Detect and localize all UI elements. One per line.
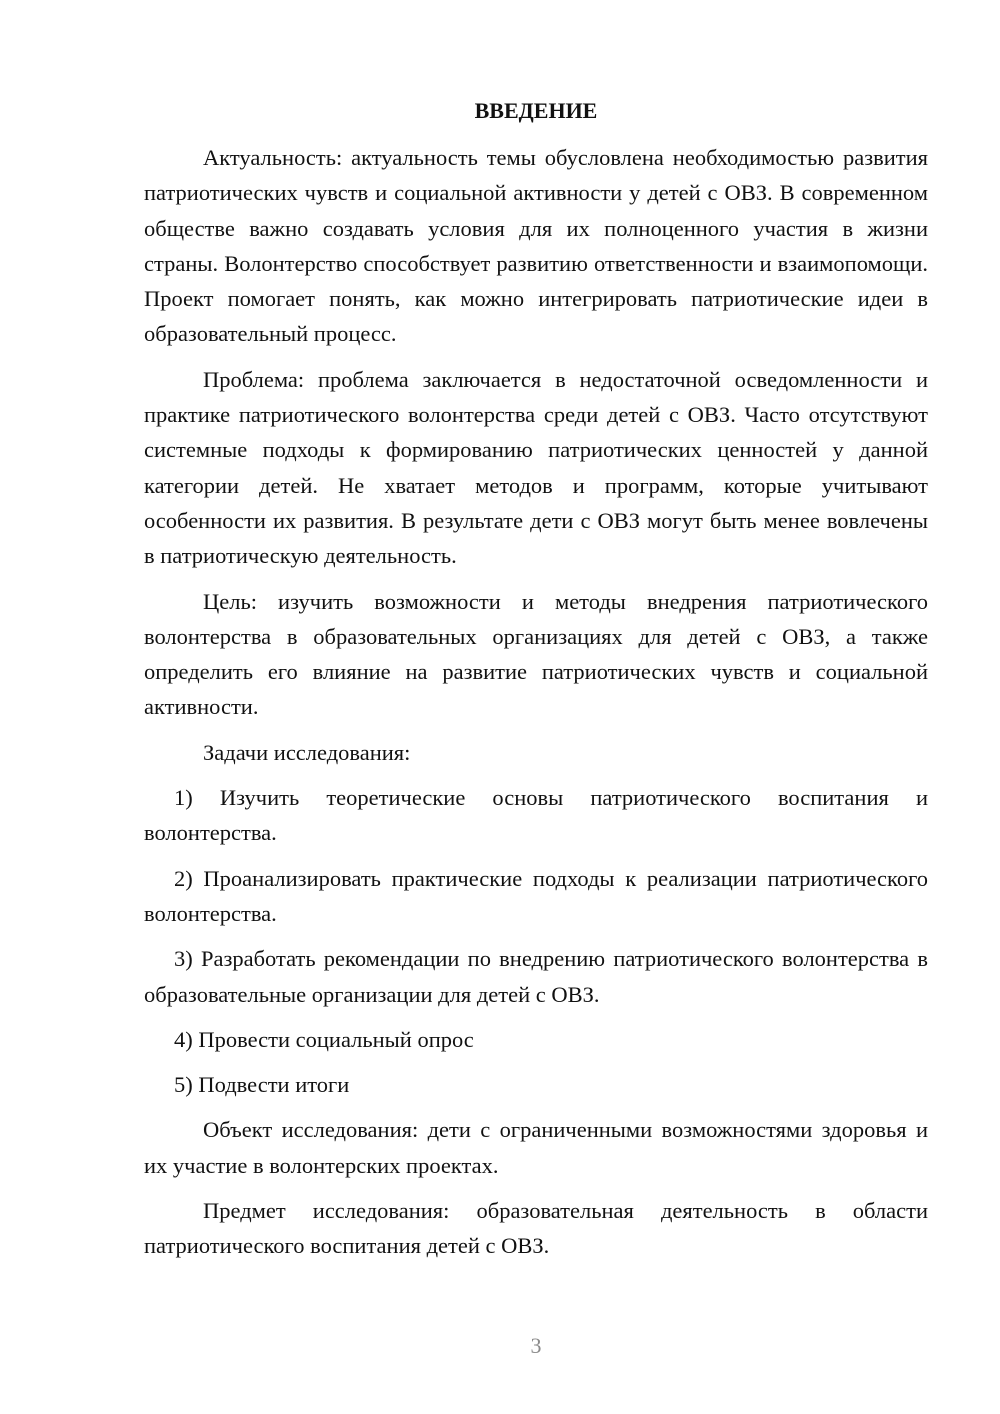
- task-item-1: 1) Изучить теоретические основы патриотического воспитания и волонтерства.: [144, 785, 928, 846]
- document-page: [144, 96, 928, 1274]
- problem-paragraph: Проблема: проблема заключается в недостаточной осведомленности и практике патриотического волонтерства среди детей с ОВЗ. Часто отсутствуют системные подходы к формированию патриотических ценностей у данной категории детей. Не хватает методов и программ, которые учитывают особенности их развития. В результате дети с ОВЗ могут быть менее вовлечены в патриотическую деятельность.: [144, 366, 928, 569]
- task-item-3: 3) Разработать рекомендации по внедрению патриотического волонтерства в образовательные организации для детей с ОВЗ.: [144, 946, 928, 1007]
- tasks-heading: Задачи исследования:: [203, 739, 411, 765]
- page-number: 3: [530, 1333, 542, 1358]
- task-item-2: 2) Проанализировать практические подходы к реализации патриотического волонтерства.: [144, 865, 928, 926]
- task-item-4: 4) Провести социальный опрос: [174, 1026, 474, 1052]
- relevance-paragraph: Актуальность: актуальность темы обусловлена необходимостью развития патриотических чувств и социальной активности у детей с ОВЗ. В современном обществе важно создавать условия для их полноценного участия в жизни страны. Волонтерство способствует развитию ответственности и взаимопомощи. Проект помогает понять, как можно интегрировать патриотические идеи в образовательный процесс.: [144, 145, 928, 347]
- subject-paragraph: Предмет исследования: образовательная деятельность в области патриотического воспитания детей с ОВЗ.: [144, 1198, 928, 1259]
- goal-paragraph: Цель: изучить возможности и методы внедрения патриотического волонтерства в образовательных организациях для детей с ОВЗ, а также определить его влияние на развитие патриотических чувств и социальной активности.: [144, 588, 928, 720]
- section-heading: ВВЕДЕНИЕ: [474, 98, 598, 123]
- object-paragraph: Объект исследования: дети с ограниченными возможностями здоровья и их участие в волонтерских проектах.: [144, 1117, 928, 1178]
- task-item-5: 5) Подвести итоги: [174, 1072, 350, 1098]
